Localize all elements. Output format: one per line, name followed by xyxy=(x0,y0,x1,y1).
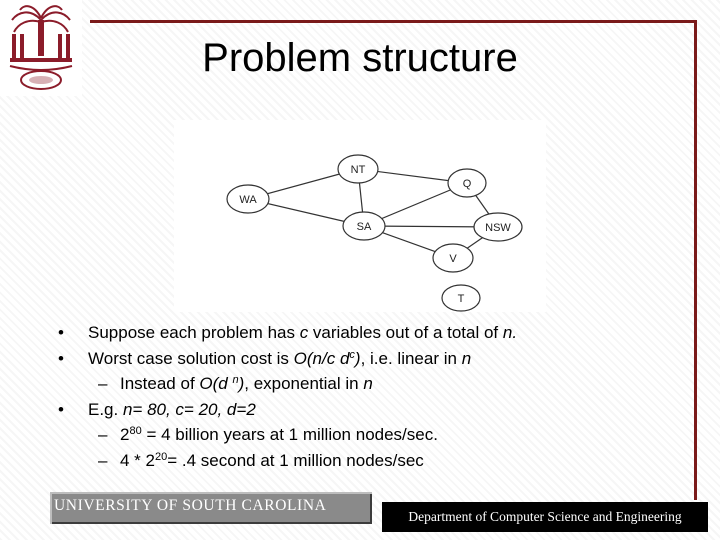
university-logo xyxy=(0,0,82,96)
bullet-item xyxy=(58,397,517,423)
node-sa xyxy=(343,212,385,240)
bullet-text: Suppose each problem has xyxy=(88,323,300,342)
node-t xyxy=(442,285,480,311)
bullet-item xyxy=(58,346,517,372)
node-label: V xyxy=(449,253,457,265)
bullet-text: ) xyxy=(238,374,245,393)
sub-bullet-item xyxy=(58,448,517,474)
node-wa xyxy=(227,185,269,213)
bullet-text: E.g. xyxy=(88,399,123,419)
node-label: Q xyxy=(462,178,472,190)
university-name: UNIVERSITY OF SOUTH CAROLINA xyxy=(54,497,327,514)
bullet-text: , exponential in xyxy=(244,374,364,393)
node-label: NSW xyxy=(485,222,511,234)
node-v xyxy=(433,244,473,272)
bullet-text: O(n/c d xyxy=(293,348,350,368)
sub-bullet-item xyxy=(58,422,517,448)
bullet-text: = 4 billion years at 1 million nodes/sec. xyxy=(141,425,438,444)
university-banner xyxy=(50,492,372,524)
bullet-marker: – xyxy=(98,425,108,444)
bullet-marker: • xyxy=(58,323,64,342)
node-label: SA xyxy=(356,221,372,233)
bullet-text: , i.e. linear in xyxy=(360,348,462,368)
bullet-text: c xyxy=(299,323,309,342)
bullet-text: c xyxy=(349,348,355,361)
frame-top-line xyxy=(90,20,697,23)
bullet-list xyxy=(58,320,517,473)
node-nsw xyxy=(474,213,522,241)
bullet-text: variables out of a total of xyxy=(308,323,503,342)
node-label: T xyxy=(457,293,465,305)
department-name: Department of Computer Science and Engineering xyxy=(408,509,682,524)
bullet-text: = .4 second at 1 million nodes/sec xyxy=(167,450,424,470)
bullet-text: n. xyxy=(502,323,518,342)
bullet-text: ) xyxy=(354,348,361,368)
bullet-marker: – xyxy=(98,450,108,470)
node-label: NT xyxy=(350,164,366,176)
bullet-marker: • xyxy=(58,348,64,368)
bullet-text: Worst case solution cost is xyxy=(88,348,294,368)
bullet-text: n xyxy=(363,374,373,393)
frame-right-line xyxy=(694,20,697,500)
node-nt xyxy=(338,155,378,183)
sub-bullet-item xyxy=(58,371,517,397)
bullet-text: 4 * 2 xyxy=(120,450,155,470)
bullet-text: 80 xyxy=(129,425,142,437)
bullet-marker: • xyxy=(58,399,64,419)
bullet-text: 20 xyxy=(154,450,168,463)
bullet-text: 2 xyxy=(120,425,130,444)
bullet-text: Instead of xyxy=(120,374,200,393)
bullet-marker: – xyxy=(98,374,108,393)
bullet-text: n= 80, c= 20, d=2 xyxy=(122,399,256,419)
bullet-text: O(d xyxy=(199,374,233,393)
node-label: WA xyxy=(239,194,257,206)
bullet-text: n xyxy=(461,348,472,368)
slide-title: Problem structure xyxy=(202,36,518,80)
constraint-graph xyxy=(174,120,546,312)
bullet-item xyxy=(58,320,517,346)
bullet-text: n xyxy=(232,374,239,386)
department-banner xyxy=(382,502,708,532)
node-q xyxy=(448,169,486,197)
